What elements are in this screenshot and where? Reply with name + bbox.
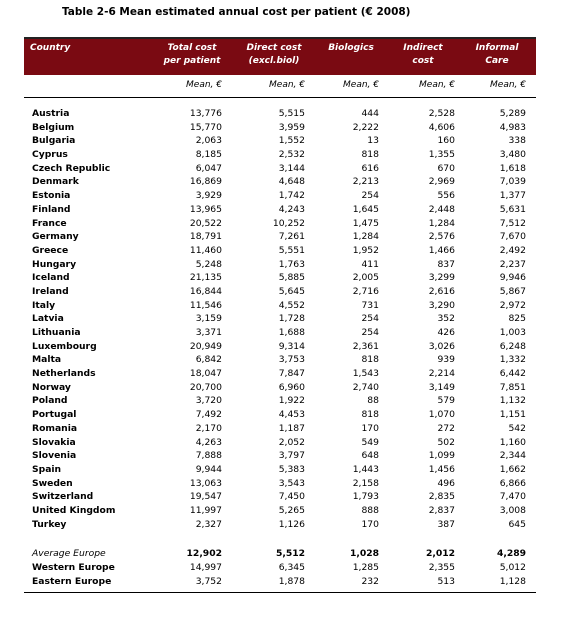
cell-indirect: 160	[437, 135, 455, 147]
cell-indirect: 2,576	[428, 231, 455, 243]
cell-biologics: 444	[361, 108, 379, 119]
cell-indirect: 2,448	[428, 203, 455, 215]
cell-total: 20,949	[189, 340, 222, 352]
cell-direct: 1,552	[278, 135, 305, 147]
cell-indirect: 1,099	[428, 450, 455, 462]
cell-biologics: 254	[361, 313, 379, 325]
table-row	[24, 312, 536, 326]
cell-direct: 5,885	[278, 272, 305, 284]
cell-biologics: 2,158	[352, 477, 379, 489]
cell-direct: 5,512	[275, 548, 305, 560]
cell-total: 16,844	[189, 285, 222, 297]
row-country: Average Europe	[32, 548, 106, 560]
header-total-line2: per patient	[163, 56, 221, 66]
table-row	[24, 561, 536, 575]
cell-informal: 645	[508, 518, 526, 530]
cell-total: 2,063	[195, 135, 222, 147]
table-row	[24, 326, 536, 340]
table-subheader	[24, 75, 536, 98]
header-biologics	[318, 42, 384, 55]
cell-indirect: 579	[437, 395, 455, 407]
table-row	[24, 271, 536, 285]
cell-indirect: 496	[437, 477, 455, 489]
cell-informal: 1,377	[499, 190, 526, 202]
cell-total: 14,997	[189, 562, 222, 573]
cell-biologics: 170	[361, 422, 379, 434]
table-row	[24, 477, 536, 491]
table-row	[24, 134, 536, 148]
cell-biologics: 254	[361, 190, 379, 202]
cell-total: 13,965	[189, 203, 222, 215]
cell-informal: 7,470	[499, 491, 526, 503]
cell-total: 7,888	[195, 450, 222, 462]
cell-total: 19,547	[189, 491, 222, 503]
cell-biologics: 1,952	[352, 244, 379, 256]
header-country-label: Country	[30, 43, 71, 53]
cell-indirect: 2,837	[428, 504, 455, 516]
row-country: Iceland	[32, 272, 70, 284]
cell-biologics: 1,645	[352, 203, 379, 215]
table-row	[24, 504, 536, 518]
row-country: Switzerland	[32, 491, 94, 503]
cell-indirect: 1,284	[428, 217, 455, 229]
cell-biologics: 1,543	[352, 368, 379, 380]
cell-informal: 6,248	[499, 340, 526, 352]
cell-biologics: 818	[361, 149, 379, 161]
header-indirect-cost	[390, 42, 456, 68]
cell-indirect: 2,355	[428, 562, 455, 573]
cell-total: 21,135	[189, 272, 222, 284]
table-row	[24, 340, 536, 354]
cell-direct: 2,532	[278, 149, 305, 161]
cost-table	[24, 37, 536, 593]
row-country: France	[32, 217, 67, 229]
cell-indirect: 2,528	[428, 108, 455, 119]
table-row	[24, 203, 536, 217]
cell-indirect: 4,606	[428, 121, 455, 133]
cell-biologics: 411	[361, 258, 379, 270]
cell-biologics: 254	[361, 327, 379, 338]
cell-direct: 4,243	[278, 203, 305, 215]
cell-total: 20,700	[189, 381, 222, 393]
cell-direct: 1,922	[278, 395, 305, 407]
row-country: Turkey	[32, 518, 67, 530]
cell-total: 3,371	[195, 327, 222, 338]
subheader-indirect: Mean, €	[419, 80, 455, 90]
cell-informal: 542	[508, 422, 526, 434]
cell-direct: 4,552	[278, 299, 305, 311]
cell-informal: 5,867	[499, 285, 526, 297]
cell-biologics: 1,793	[352, 491, 379, 503]
cell-indirect: 2,835	[428, 491, 455, 503]
cell-biologics: 1,285	[352, 562, 379, 573]
cell-total: 2,327	[195, 518, 222, 530]
header-direct-cost	[238, 42, 310, 68]
cell-biologics: 170	[361, 518, 379, 530]
cell-direct: 3,959	[278, 121, 305, 133]
row-country: Luxembourg	[32, 340, 97, 352]
table-row	[24, 353, 536, 367]
cell-total: 11,546	[189, 299, 222, 311]
cell-indirect: 2,969	[428, 176, 455, 188]
cell-total: 2,170	[195, 422, 222, 434]
table-row	[24, 230, 536, 244]
header-indirect-line2: cost	[412, 56, 434, 66]
cell-direct: 1,763	[278, 258, 305, 270]
subheader-total: Mean, €	[186, 80, 222, 90]
cell-biologics: 549	[361, 436, 379, 448]
table-row	[24, 244, 536, 258]
row-country: Portugal	[32, 409, 77, 421]
cell-informal: 2,972	[499, 299, 526, 311]
cell-indirect: 513	[437, 575, 455, 587]
cell-total: 3,720	[195, 395, 222, 407]
table-title: Table 2-6 Mean estimated annual cost per patient (€ 2008)	[62, 6, 411, 18]
row-country: Poland	[32, 395, 68, 407]
cell-informal: 1,662	[499, 463, 526, 475]
cell-biologics: 2,005	[352, 272, 379, 284]
cell-biologics: 2,222	[352, 121, 379, 133]
body-top-spacer	[24, 98, 536, 107]
cell-biologics: 2,361	[352, 340, 379, 352]
cell-biologics: 232	[361, 575, 379, 587]
cell-indirect: 3,290	[428, 299, 455, 311]
header-direct-line1: Direct cost	[246, 43, 302, 53]
row-country: Bulgaria	[32, 135, 76, 147]
cell-total: 4,263	[195, 436, 222, 448]
header-total-line1: Total cost	[167, 43, 217, 53]
row-country: United Kingdom	[32, 504, 116, 516]
row-country: Hungary	[32, 258, 77, 270]
cell-biologics: 88	[367, 395, 379, 407]
cell-direct: 3,144	[278, 162, 305, 174]
cell-biologics: 1,475	[352, 217, 379, 229]
cell-direct: 5,645	[278, 285, 305, 297]
cell-indirect: 2,616	[428, 285, 455, 297]
cell-informal: 7,670	[499, 231, 526, 243]
row-country: Netherlands	[32, 368, 96, 380]
subheader-informal: Mean, €	[490, 80, 526, 90]
cell-direct: 1,187	[278, 422, 305, 434]
subheader-direct: Mean, €	[269, 80, 305, 90]
cell-total: 11,997	[189, 504, 222, 516]
table-row	[24, 381, 536, 395]
cell-direct: 10,252	[272, 217, 305, 229]
cell-total: 6,047	[195, 162, 222, 174]
table-row	[24, 258, 536, 272]
cell-total: 3,752	[195, 575, 222, 587]
row-country: Romania	[32, 422, 78, 434]
header-indirect-line1: Indirect	[403, 43, 443, 53]
cell-biologics: 1,443	[352, 463, 379, 475]
cell-total: 18,047	[189, 368, 222, 380]
table-row	[24, 148, 536, 162]
table-bottom-rule	[24, 592, 536, 593]
cell-direct: 3,543	[278, 477, 305, 489]
table-header	[24, 37, 536, 75]
header-country	[30, 42, 70, 55]
row-country: Norway	[32, 381, 71, 393]
cell-biologics: 648	[361, 450, 379, 462]
cell-direct: 5,551	[278, 244, 305, 256]
cell-informal: 1,618	[499, 162, 526, 174]
cell-direct: 4,453	[278, 409, 305, 421]
cell-informal: 3,008	[499, 504, 526, 516]
cell-indirect: 3,026	[428, 340, 455, 352]
header-informal-care	[464, 42, 530, 68]
subheader-biologics: Mean, €	[343, 80, 379, 90]
table-row	[24, 175, 536, 189]
summary-spacer	[24, 531, 536, 547]
cell-total: 18,791	[189, 231, 222, 243]
cell-total: 7,492	[195, 409, 222, 421]
cell-biologics: 2,740	[352, 381, 379, 393]
cell-indirect: 1,355	[428, 149, 455, 161]
cell-informal: 5,631	[499, 203, 526, 215]
cell-direct: 1,688	[278, 327, 305, 338]
row-country: Spain	[32, 463, 62, 475]
cell-informal: 4,983	[499, 121, 526, 133]
cell-indirect: 387	[437, 518, 455, 530]
table-row	[24, 518, 536, 532]
cell-indirect: 556	[437, 190, 455, 202]
row-country: Western Europe	[32, 562, 115, 573]
cell-informal: 4,289	[496, 548, 526, 560]
cell-direct: 5,515	[278, 108, 305, 119]
row-country: Belgium	[32, 121, 75, 133]
cell-indirect: 426	[437, 327, 455, 338]
cell-total: 13,063	[189, 477, 222, 489]
cell-indirect: 272	[437, 422, 455, 434]
cell-direct: 3,797	[278, 450, 305, 462]
row-country: Finland	[32, 203, 71, 215]
cell-informal: 1,128	[499, 575, 526, 587]
cell-biologics: 2,213	[352, 176, 379, 188]
table-row	[24, 422, 536, 436]
table-row	[24, 436, 536, 450]
row-country: Denmark	[32, 176, 79, 188]
row-country: Malta	[32, 354, 62, 366]
table-row	[24, 367, 536, 381]
cell-direct: 5,265	[278, 504, 305, 516]
cell-direct: 7,450	[278, 491, 305, 503]
cell-informal: 2,492	[499, 244, 526, 256]
cell-indirect: 2,012	[425, 548, 455, 560]
row-country: Italy	[32, 299, 56, 311]
cell-direct: 2,052	[278, 436, 305, 448]
cell-informal: 825	[508, 313, 526, 325]
cell-total: 8,185	[195, 149, 222, 161]
cell-total: 20,522	[189, 217, 222, 229]
cell-biologics: 818	[361, 354, 379, 366]
table-row	[24, 107, 536, 121]
table-body	[24, 98, 536, 588]
table-row	[24, 394, 536, 408]
cell-informal: 1,151	[499, 409, 526, 421]
header-direct-line2: (excl.biol)	[248, 56, 300, 66]
cell-direct: 1,878	[278, 575, 305, 587]
cell-total: 3,929	[195, 190, 222, 202]
cell-direct: 7,847	[278, 368, 305, 380]
row-country: Greece	[32, 244, 69, 256]
cell-indirect: 1,456	[428, 463, 455, 475]
header-informal-line1: Informal	[475, 43, 519, 53]
cell-informal: 9,946	[499, 272, 526, 284]
cell-direct: 1,742	[278, 190, 305, 202]
row-country: Slovenia	[32, 450, 77, 462]
table-row	[24, 162, 536, 176]
table-row	[24, 490, 536, 504]
table-row	[24, 285, 536, 299]
cell-informal: 2,237	[499, 258, 526, 270]
cell-indirect: 837	[437, 258, 455, 270]
cell-total: 12,902	[186, 548, 222, 560]
table-row	[24, 575, 536, 589]
cell-indirect: 1,070	[428, 409, 455, 421]
table-row	[24, 547, 536, 561]
cell-indirect: 502	[437, 436, 455, 448]
table-row	[24, 217, 536, 231]
cell-direct: 6,960	[278, 381, 305, 393]
cell-direct: 9,314	[278, 340, 305, 352]
cell-informal: 6,442	[499, 368, 526, 380]
cell-direct: 6,345	[278, 562, 305, 573]
cell-informal: 338	[508, 135, 526, 147]
cell-direct: 3,753	[278, 354, 305, 366]
table-row	[24, 189, 536, 203]
row-country: Lithuania	[32, 327, 81, 338]
cell-indirect: 2,214	[428, 368, 455, 380]
cell-indirect: 1,466	[428, 244, 455, 256]
row-country: Czech Republic	[32, 162, 111, 174]
cell-biologics: 616	[361, 162, 379, 174]
row-country: Ireland	[32, 285, 69, 297]
cell-indirect: 352	[437, 313, 455, 325]
cell-informal: 1,332	[499, 354, 526, 366]
cell-informal: 3,480	[499, 149, 526, 161]
cell-biologics: 888	[361, 504, 379, 516]
cell-indirect: 670	[437, 162, 455, 174]
cell-biologics: 13	[367, 135, 379, 147]
cell-informal: 7,039	[499, 176, 526, 188]
cell-informal: 1,160	[499, 436, 526, 448]
cell-direct: 7,261	[278, 231, 305, 243]
cell-informal: 1,003	[499, 327, 526, 338]
table-row	[24, 408, 536, 422]
cell-informal: 1,132	[499, 395, 526, 407]
table-row	[24, 299, 536, 313]
cell-informal: 2,344	[499, 450, 526, 462]
cell-direct: 1,728	[278, 313, 305, 325]
cell-total: 6,842	[195, 354, 222, 366]
cell-biologics: 731	[361, 299, 379, 311]
header-total-cost	[156, 42, 228, 68]
cell-indirect: 3,299	[428, 272, 455, 284]
cell-indirect: 3,149	[428, 381, 455, 393]
row-country: Austria	[32, 108, 70, 119]
cell-total: 3,159	[195, 313, 222, 325]
cell-informal: 7,851	[499, 381, 526, 393]
cell-informal: 7,512	[499, 217, 526, 229]
table-row	[24, 449, 536, 463]
cell-biologics: 2,716	[352, 285, 379, 297]
cell-total: 16,869	[189, 176, 222, 188]
cell-direct: 4,648	[278, 176, 305, 188]
cell-direct: 1,126	[278, 518, 305, 530]
row-country: Eastern Europe	[32, 575, 112, 587]
header-biologics-label: Biologics	[328, 43, 374, 53]
row-country: Latvia	[32, 313, 64, 325]
cell-informal: 6,866	[499, 477, 526, 489]
cell-informal: 5,289	[499, 108, 526, 119]
row-country: Slovakia	[32, 436, 76, 448]
row-country: Estonia	[32, 190, 71, 202]
row-country: Germany	[32, 231, 79, 243]
row-country: Sweden	[32, 477, 73, 489]
cell-informal: 5,012	[499, 562, 526, 573]
cell-total: 15,770	[189, 121, 222, 133]
cell-total: 13,776	[189, 108, 222, 119]
table-row	[24, 121, 536, 135]
cell-total: 5,248	[195, 258, 222, 270]
table-row	[24, 463, 536, 477]
row-country: Cyprus	[32, 149, 68, 161]
cell-direct: 5,383	[278, 463, 305, 475]
cell-biologics: 818	[361, 409, 379, 421]
header-informal-line2: Care	[485, 56, 509, 66]
cell-biologics: 1,284	[352, 231, 379, 243]
cell-total: 9,944	[195, 463, 222, 475]
cell-biologics: 1,028	[349, 548, 379, 560]
cell-indirect: 939	[437, 354, 455, 366]
cell-total: 11,460	[189, 244, 222, 256]
